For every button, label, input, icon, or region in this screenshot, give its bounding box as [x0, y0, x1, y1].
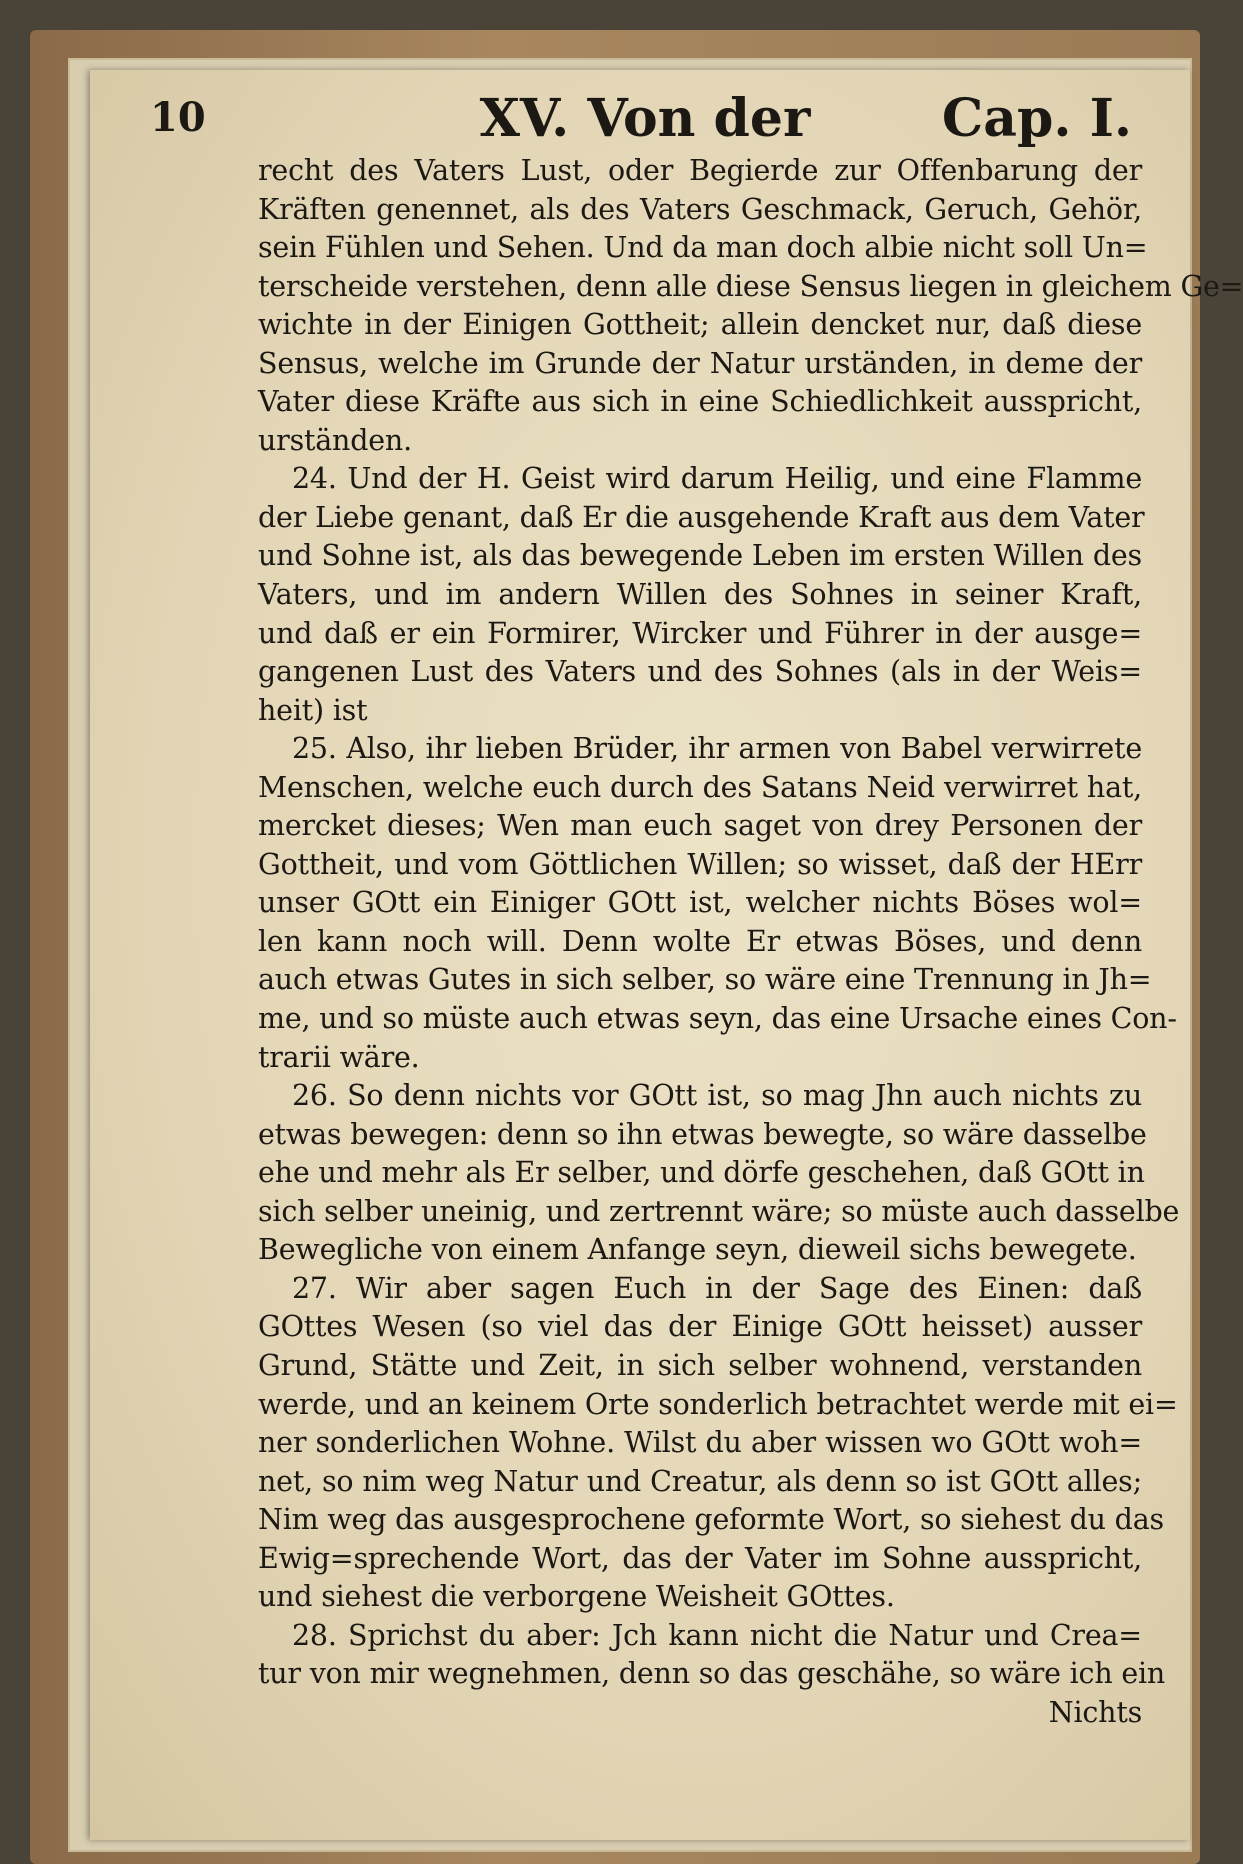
text-line: heit) ist: [258, 693, 368, 727]
body-text: [258, 152, 1243, 1732]
paragraph-start-24: 24. Und der H. Geist wird darum Heilig, und eine Flamme: [292, 462, 1142, 496]
text-line: sich selber uneinig, und zertrennt wäre; so müste auch dasselbe: [258, 1194, 1180, 1228]
text-line: Nim weg das ausgesprochene geformte Wort, so siehest du das: [258, 1503, 1164, 1537]
page-number: 10: [150, 94, 206, 141]
text-line: tur von mir wegnehmen, denn so das geschähe, so wäre ich ein: [258, 1657, 1166, 1691]
text-line: Bewegliche von einem Anfange seyn, dieweil sichs bewegete.: [258, 1233, 1137, 1267]
text-line: Ewig=sprechende Wort, das der Vater im Sohne ausspricht,: [258, 1541, 1142, 1575]
text-line: Grund, Stätte und Zeit, in sich selber wohnend, verstanden: [258, 1348, 1142, 1382]
text-line: werde, und an keinem Orte sonderlich betrachtet werde mit ei=: [258, 1387, 1178, 1421]
text-line: Kräften genennet, als des Vaters Geschmack, Geruch, Gehör,: [258, 192, 1142, 226]
text-line: terscheide verstehen, denn alle diese Sensus liegen in gleichem Ge=: [258, 269, 1243, 303]
text-line: recht des Vaters Lust, oder Begierde zur Offenbarung der: [258, 154, 1142, 187]
text-line: ehe und mehr als Er selber, und dörfe geschehen, daß GOtt in: [258, 1156, 1145, 1190]
paragraph-start-27: 27. Wir aber sagen Euch in der Sage des Einen: daß: [292, 1271, 1142, 1305]
text-line: der Liebe genant, daß Er die ausgehende Kraft aus dem Vater: [258, 500, 1145, 534]
text-line: mercket dieses; Wen man euch saget von drey Personen der: [258, 809, 1142, 843]
text-line: urständen.: [258, 423, 412, 457]
text-line: auch etwas Gutes in sich selber, so wäre eine Trennung in Jh=: [258, 963, 1152, 997]
text-line: len kann noch will. Denn wolte Er etwas Böses, und denn: [258, 924, 1142, 958]
catchword: Nichts: [1048, 1695, 1142, 1729]
text-line: etwas bewegen: denn so ihn etwas bewegte, so wäre dasselbe: [258, 1117, 1147, 1151]
paragraph-start-28: 28. Sprichst du aber: Jch kann nicht die Natur und Crea=: [292, 1618, 1142, 1652]
running-title: XV. Von der: [479, 88, 811, 149]
text-line: Vater diese Kräfte aus sich in eine Schiedlichkeit ausspricht,: [258, 385, 1142, 419]
paragraph-start-25: 25. Also, ihr lieben Brüder, ihr armen von Babel verwirrete: [292, 732, 1142, 766]
text-line: me, und so müste auch etwas seyn, das eine Ursache eines Con-: [258, 1002, 1177, 1036]
text-line: Vaters, und im andern Willen des Sohnes in seiner Kraft,: [258, 578, 1142, 612]
text-line: sein Fühlen und Sehen. Und da man doch albie nicht soll Un=: [258, 231, 1148, 265]
text-line: Gottheit, und vom Göttlichen Willen; so wisset, daß der HErr: [258, 847, 1142, 881]
text-line: net, so nim weg Natur und Creatur, als denn so ist GOtt alles;: [258, 1464, 1142, 1498]
text-line: und siehest die verborgene Weisheit GOttes.: [258, 1580, 895, 1614]
text-line: Sensus, welche im Grunde der Natur urständen, in deme der: [258, 346, 1142, 380]
text-line: und daß er ein Formirer, Wircker und Führer in der ausge=: [258, 616, 1142, 650]
text-line: Menschen, welche euch durch des Satans Neid verwirret hat,: [258, 770, 1142, 804]
text-line: unser GOtt ein Einiger GOtt ist, welcher nichts Böses wol=: [258, 886, 1142, 920]
chapter-label: Cap. I.: [941, 88, 1132, 149]
text-line: GOttes Wesen (so viel das der Einige GOtt heisset) ausser: [258, 1310, 1142, 1344]
text-line: wichte in der Einigen Gottheit; allein dencket nur, daß diese: [258, 308, 1142, 342]
running-head: [150, 88, 1140, 154]
text-line: trarii wäre.: [258, 1040, 420, 1074]
text-line: und Sohne ist, als das bewegende Leben im ersten Willen des: [258, 539, 1142, 573]
text-line: ner sonderlichen Wohne. Wilst du aber wissen wo GOtt woh=: [258, 1426, 1142, 1460]
text-line: gangenen Lust des Vaters und des Sohnes (als in der Weis=: [258, 655, 1142, 689]
paragraph-start-26: 26. So denn nichts vor GOtt ist, so mag Jhn auch nichts zu: [292, 1079, 1142, 1113]
